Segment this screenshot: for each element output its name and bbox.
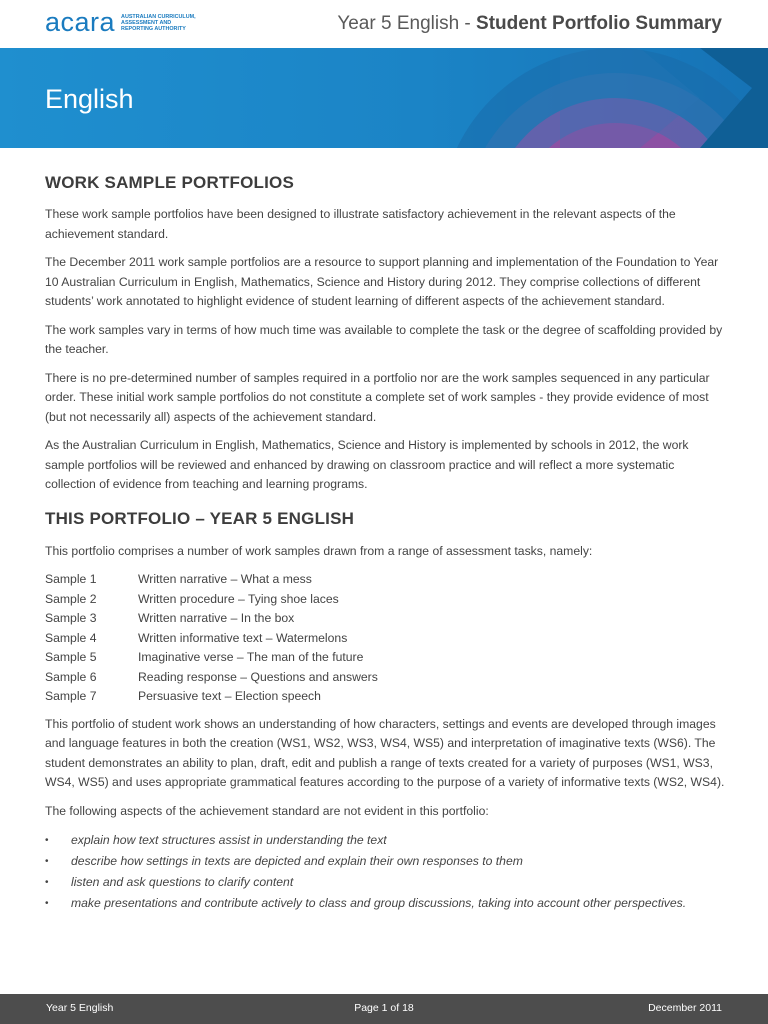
- list-item-text: listen and ask questions to clarify content: [71, 875, 294, 889]
- sample-row: [45, 609, 725, 629]
- sample-row: [45, 687, 725, 707]
- paragraph: These work sample portfolios have been designed to illustrate satisfactory achievement in the relevant aspects of the achievement standard.: [45, 207, 676, 241]
- subject-banner: [0, 48, 768, 148]
- not-evident-intro: The following aspects of the achievement standard are not evident in this portfolio:: [45, 803, 489, 818]
- sample-description: Written procedure – Tying shoe laces: [138, 591, 339, 606]
- sample-description: Reading response – Questions and answers: [138, 669, 378, 684]
- page-header: [0, 0, 768, 48]
- document-title: [337, 13, 722, 35]
- footer-date: December 2011: [648, 1002, 722, 1014]
- paragraph: The December 2011 work sample portfolios are a resource to support planning and implementation of the Foundation to Year 10 Australian Curriculum in English, Mathematics, Science and History during 2012. They comprise collections of different students’ work annotated to highlight evidence of student learning of different aspects of the achievement standard.: [45, 255, 719, 308]
- sample-description: Written narrative – In the box: [138, 611, 295, 625]
- portfolio-summary: This portfolio of student work shows an understanding of how characters, settings and events are developed through images and language features in both the creation (WS1, WS2, WS3, WS4, WS5) and interpretation of imaginative texts (WS6). The student demonstrates an ability to plan, draft, edit and publish a range of texts created for a variety of purposes (WS1, WS3, WS4, WS5) and uses appropriate grammatical features according to the purpose of a variety of informative texts (WS2, WS4).: [45, 716, 725, 789]
- section-heading-work-samples: WORK SAMPLE PORTFOLIOS: [45, 173, 295, 192]
- not-evident-list: [45, 830, 725, 914]
- paragraph: There is no pre-determined number of samples required in a portfolio nor are the work samples sequenced in any particular order. These initial work sample portfolios do not constitute a complete set of work samples - they provide evidence of most (but not necessarily all) aspects of the achievement standard.: [45, 370, 710, 424]
- footer-subject: Year 5 English: [46, 1002, 114, 1014]
- paragraph: As the Australian Curriculum in English, Mathematics, Science and History is implemented by schools in 2012, the work sample portfolios will be reviewed and enhanced by drawing on classroom practice and will reflect a more systematic collection of evidence from teaching and learning programs.: [45, 438, 689, 491]
- bullet-icon: •: [45, 898, 49, 909]
- footer-page-number: Page 1 of 18: [354, 1002, 414, 1014]
- sample-description: Written narrative – What a mess: [138, 572, 312, 586]
- bullet-icon: •: [45, 856, 49, 867]
- sample-description: Persuasive text – Election speech: [138, 689, 321, 703]
- sample-row: [45, 629, 725, 649]
- list-item-text: explain how text structures assist in understanding the text: [71, 833, 387, 847]
- samples-list: [45, 570, 725, 707]
- list-item: [45, 851, 725, 872]
- sample-row: [45, 570, 725, 590]
- sample-id: Sample 7: [45, 689, 97, 703]
- portfolio-intro: This portfolio comprises a number of work samples drawn from a range of assessment tasks, namely:: [45, 543, 593, 558]
- logo-wordmark: acara: [45, 7, 116, 37]
- list-item: [45, 872, 725, 893]
- list-item-text: make presentations and contribute actively to class and group discussions, taking into account other perspectives.: [71, 896, 687, 910]
- sample-id: Sample 6: [45, 669, 97, 684]
- bullet-icon: •: [45, 835, 49, 846]
- section-heading-this-portfolio: THIS PORTFOLIO – YEAR 5 ENGLISH: [45, 508, 355, 528]
- sample-description: Imaginative verse – The man of the future: [138, 650, 364, 664]
- list-item: [45, 893, 725, 914]
- banner-title: English: [45, 84, 134, 114]
- paragraph: The work samples vary in terms of how much time was available to complete the task or the degree of scaffolding provided by the teacher.: [45, 322, 723, 356]
- list-item-text: describe how settings in texts are depicted and explain their own responses to them: [71, 854, 523, 868]
- bullet-icon: •: [45, 877, 49, 888]
- sample-id: Sample 2: [45, 591, 97, 606]
- logo-subtitle: AUSTRALIAN CURRICULUM, ASSESSMENT AND REPORTING AUTHORITY: [121, 13, 196, 32]
- sample-row: [45, 590, 725, 610]
- acara-logo: [45, 9, 201, 36]
- main-content: [45, 173, 725, 914]
- document-title-prefix: Year 5 English -: [337, 13, 477, 34]
- sample-id: Sample 3: [45, 611, 97, 625]
- sample-id: Sample 5: [45, 650, 97, 664]
- document-title-bold: Student Portfolio Summary: [476, 13, 722, 34]
- page-footer: [0, 994, 768, 1024]
- sample-description: Written informative text – Watermelons: [138, 630, 348, 645]
- list-item: [45, 830, 725, 851]
- sample-id: Sample 4: [45, 630, 97, 645]
- sample-row: [45, 648, 725, 668]
- sample-row: [45, 668, 725, 688]
- sample-id: Sample 1: [45, 572, 97, 586]
